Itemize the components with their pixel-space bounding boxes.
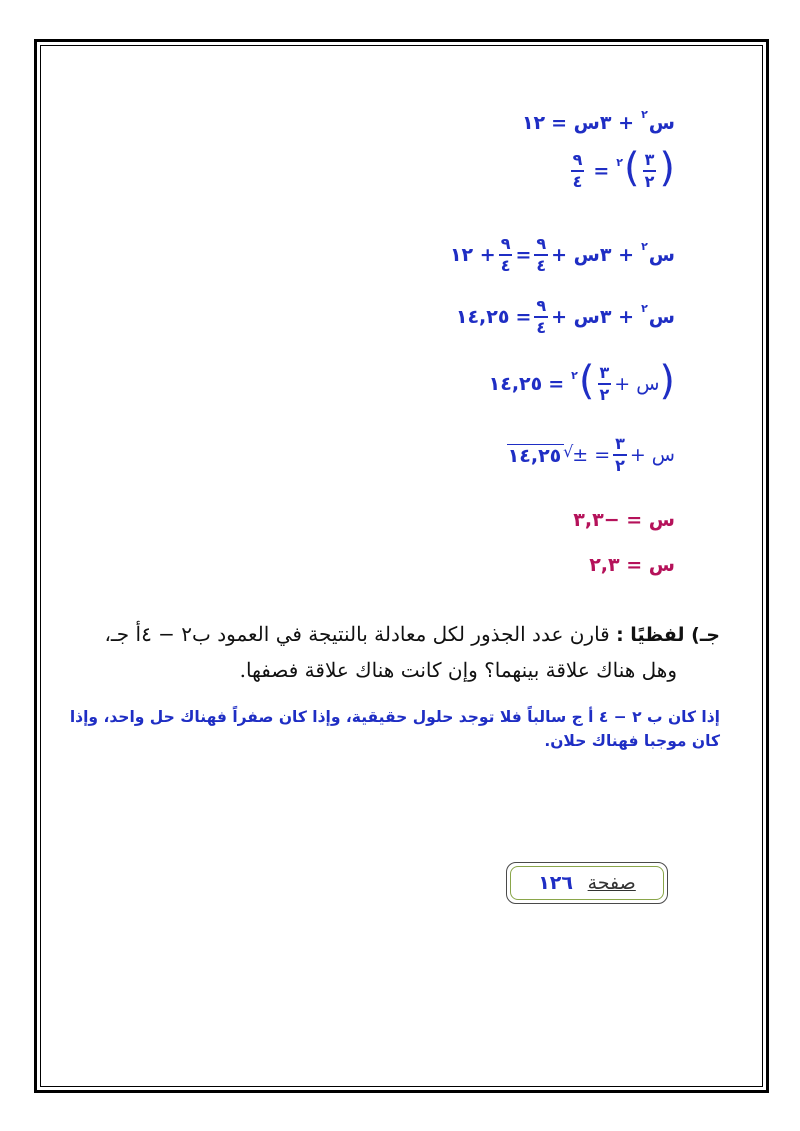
eq-text: + ٣س + bbox=[551, 244, 635, 266]
eq-text: + ٣س + bbox=[551, 306, 635, 328]
numerator: ٩ bbox=[536, 296, 547, 315]
denominator: ٢ bbox=[599, 385, 610, 404]
fraction bbox=[534, 298, 548, 336]
equals-sign: = bbox=[548, 373, 565, 395]
equals-sign: = bbox=[515, 244, 532, 266]
fraction bbox=[643, 152, 657, 190]
eq-text: س bbox=[651, 444, 675, 466]
answer-text: إذا كان ب ٢ − ٤ أ ج سالباً فلا توجد حلول حقيقية، وإذا كان صفراً فهناك حل واحد، وإذا كان موجبا فهناك حلان. bbox=[69, 708, 720, 750]
eq-text: س bbox=[648, 112, 675, 134]
equation-line-1 bbox=[521, 107, 675, 134]
fraction bbox=[571, 152, 585, 190]
exponent: ٢ bbox=[641, 239, 648, 253]
numerator: ٩ bbox=[500, 234, 511, 253]
numerator: ٩ bbox=[536, 234, 547, 253]
denominator: ٢ bbox=[615, 456, 625, 475]
eq-text: س bbox=[648, 244, 675, 266]
denominator: ٢ bbox=[644, 172, 655, 191]
solution-line-1 bbox=[573, 509, 675, 531]
denominator: ٤ bbox=[500, 256, 511, 275]
page-number-box bbox=[506, 862, 668, 904]
eq-text: س bbox=[636, 373, 660, 395]
equals-sign: = bbox=[515, 306, 532, 328]
exponent: ٢ bbox=[616, 155, 624, 169]
fraction bbox=[499, 236, 513, 274]
equals-sign: = bbox=[593, 160, 610, 182]
equation-line-2 bbox=[568, 145, 675, 191]
numerator: ٩ bbox=[572, 150, 583, 169]
paren-open: ( bbox=[659, 145, 675, 191]
square-root bbox=[507, 441, 574, 467]
fraction bbox=[534, 236, 548, 274]
solution-text: س = ٢,٣ bbox=[589, 554, 675, 576]
equation-line-5 bbox=[488, 358, 675, 404]
eq-text: + ١٢ bbox=[449, 244, 496, 266]
fraction bbox=[613, 436, 627, 474]
question-line-2: وهل هناك علاقة بينهما؟ وإن كانت هناك علاقة فصفها. bbox=[239, 658, 677, 682]
eq-text: ١٢ bbox=[521, 112, 546, 134]
eq-text: + bbox=[629, 444, 646, 466]
eq-text: + bbox=[614, 373, 631, 395]
answer-block bbox=[68, 705, 720, 753]
radicand: ١٤,٢٥ bbox=[507, 444, 562, 467]
paren-open: ( bbox=[659, 358, 675, 404]
eq-text: ١٤,٢٥ bbox=[488, 373, 543, 395]
denominator: ٤ bbox=[572, 172, 583, 191]
numerator: ٣ bbox=[644, 150, 655, 169]
plus-minus-sign: ± bbox=[572, 444, 589, 466]
page-number: ١٢٦ bbox=[538, 872, 573, 894]
exponent: ٢ bbox=[641, 301, 648, 315]
numerator: ٣ bbox=[599, 363, 610, 382]
exponent: ٢ bbox=[641, 107, 648, 121]
eq-text: س bbox=[648, 306, 675, 328]
equation-line-3 bbox=[450, 236, 675, 274]
solution-line-2 bbox=[589, 554, 675, 576]
denominator: ٤ bbox=[536, 256, 547, 275]
fraction bbox=[598, 365, 612, 403]
denominator: ٤ bbox=[536, 318, 547, 337]
paren-close: ) bbox=[624, 145, 640, 191]
paren-close: ) bbox=[578, 358, 595, 404]
equals-sign: = bbox=[594, 444, 611, 466]
equation-line-6 bbox=[507, 436, 675, 474]
question-label: جـ) لفظيًا : bbox=[616, 624, 720, 646]
radical-icon: √ bbox=[563, 441, 574, 461]
eq-text: + ٣س = bbox=[551, 112, 635, 134]
equation-line-4 bbox=[456, 298, 675, 336]
numerator: ٣ bbox=[615, 434, 625, 453]
exponent: ٢ bbox=[571, 368, 578, 382]
solution-text: س = −٣,٣ bbox=[573, 509, 675, 531]
question-block bbox=[70, 617, 720, 688]
question-line-1: قارن عدد الجذور لكل معادلة بالنتيجة في العمود ب٢ − ٤أ جـ، bbox=[104, 622, 610, 646]
page-number-label bbox=[507, 872, 667, 894]
eq-text: ١٤,٢٥ bbox=[455, 306, 510, 328]
page-word: صفحة bbox=[587, 872, 636, 894]
